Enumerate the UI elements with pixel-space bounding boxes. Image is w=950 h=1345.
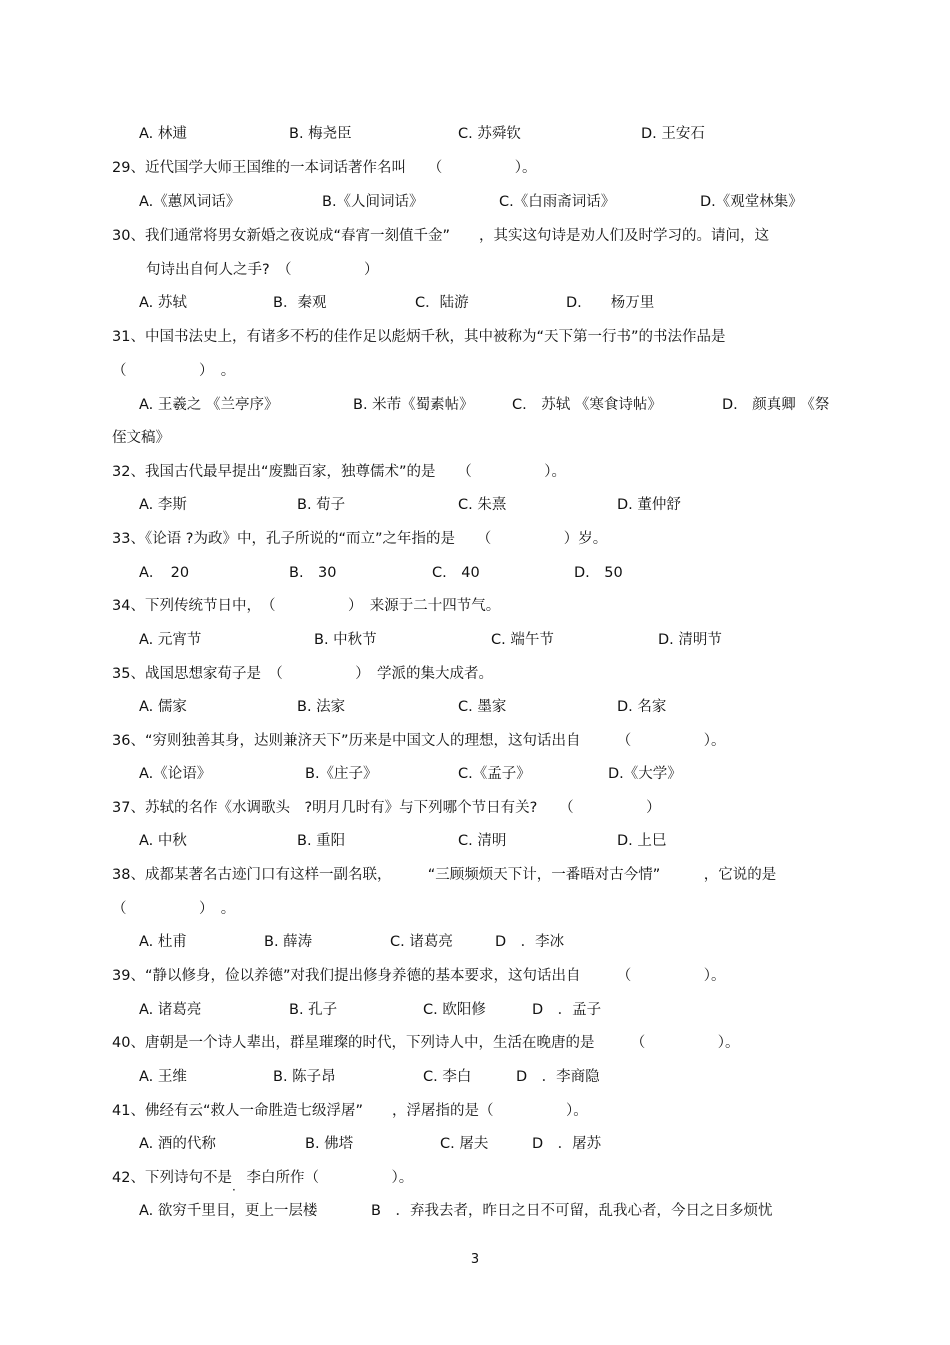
q30-stem-continued: 句诗出自何人之手? （ ）: [146, 262, 379, 278]
q42-option-a: A. 欲穷千里目，更上一层楼: [139, 1203, 318, 1219]
q41-option-b: B. 佛塔: [305, 1136, 354, 1152]
q29-stem: 29、近代国学大师王国维的一本词话著作名叫 （ ）。: [112, 160, 537, 176]
q28-option-b: B. 梅尧臣: [289, 126, 352, 142]
q30-option-b: B．秦观: [273, 295, 327, 311]
q40-option-b: B. 陈子昂: [273, 1069, 336, 1085]
q39-option-b: B. 孔子: [289, 1002, 338, 1018]
q42-option-b: B ．弃我去者，昨日之日不可留，乱我心者，今日之日多烦忧: [371, 1203, 773, 1219]
q41-option-d: D ．屠苏: [532, 1136, 602, 1152]
q33-option-c: C. 40: [432, 565, 480, 581]
q35-option-c: C. 墨家: [458, 699, 507, 715]
q32-option-b: B. 荀子: [297, 497, 346, 513]
q38-option-b: B. 薛涛: [264, 934, 313, 950]
q31-option-c: C. 苏轼 《寒食诗帖》: [512, 397, 662, 413]
q38-option-a: A. 杜甫: [139, 934, 187, 950]
q33-option-d: D. 50: [574, 565, 623, 581]
q28-option-a: A. 林逋: [139, 126, 187, 142]
q28-option-d: D. 王安石: [641, 126, 705, 142]
q37-option-a: A. 中秋: [139, 833, 187, 849]
q38-option-d: D ．李冰: [495, 934, 565, 950]
q29-option-c: C.《白雨斋词话》: [499, 194, 616, 210]
page-number: 3: [470, 1252, 480, 1267]
q35-option-a: A. 儒家: [139, 699, 187, 715]
q29-option-d: D.《观堂林集》: [700, 194, 803, 210]
q32-stem: 32、我国古代最早提出“废黜百家，独尊儒术”的是 （ ）。: [112, 464, 566, 480]
q36-option-a: A.《论语》: [139, 766, 212, 782]
q42-stem: 42、下列诗句不是 李白所作（ ）。: [112, 1170, 414, 1186]
q35-option-d: D. 名家: [617, 699, 667, 715]
q31-option-b: B. 米芾《蜀素帖》: [353, 397, 474, 413]
q37-option-c: C. 清明: [458, 833, 507, 849]
q41-stem: 41、佛经有云“救人一命胜造七级浮屠” ，浮屠指的是（ ）。: [112, 1103, 588, 1119]
q29-option-a: A.《蕙风词话》: [139, 194, 241, 210]
q32-option-c: C. 朱熹: [458, 497, 507, 513]
q41-option-c: C. 屠夫: [440, 1136, 489, 1152]
q28-option-c: C. 苏舜钦: [458, 126, 521, 142]
q30-option-d: D. 杨万里: [566, 295, 655, 311]
q29-option-b: B.《人间词话》: [322, 194, 424, 210]
q38-stem: 38、成都某著名古迹门口有这样一副名联， “三顾频烦天下计，一番晤对古今情” ，它说的是: [112, 867, 777, 883]
q39-option-a: A. 诸葛亮: [139, 1002, 202, 1018]
q38-stem-continued: （ ） 。: [112, 901, 236, 917]
q31-option-d-wrap: 侄文稿》: [112, 430, 170, 446]
q31-stem-continued: （ ） 。: [112, 363, 236, 379]
q36-option-b: B.《庄子》: [305, 766, 378, 782]
q31-stem: 31、中国书法史上，有诸多不朽的佳作足以彪炳千秋，其中被称为“天下第一行书”的书法作品是: [112, 329, 726, 345]
q34-stem: 34、下列传统节日中， （ ） 来源于二十四节气。: [112, 598, 501, 614]
q33-stem: 33、《论语 ?为政》中，孔子所说的“而立”之年指的是 （ ）岁。: [112, 531, 608, 547]
q40-option-a: A. 王维: [139, 1069, 187, 1085]
q36-option-c: C.《孟子》: [458, 766, 531, 782]
q32-option-d: D. 董仲舒: [617, 497, 681, 513]
q41-option-a: A. 酒的代称: [139, 1136, 216, 1152]
q39-stem: 39、“静以修身，俭以养德”对我们提出修身养德的基本要求，这句话出自 （ ）。: [112, 968, 726, 984]
q31-option-d: D. 颜真卿 《祭: [722, 397, 830, 413]
q38-option-c: C. 诸葛亮: [390, 934, 453, 950]
q30-option-c: C．陆游: [415, 295, 469, 311]
q40-option-d: D ．李商隐: [516, 1069, 600, 1085]
q40-option-c: C. 李白: [423, 1069, 472, 1085]
q33-option-b: B. 30: [289, 565, 337, 581]
q37-option-b: B. 重阳: [297, 833, 346, 849]
q34-option-d: D. 清明节: [658, 632, 722, 648]
q35-stem: 35、战国思想家荀子是 （ ） 学派的集大成者。: [112, 666, 493, 682]
q36-option-d: D.《大学》: [608, 766, 682, 782]
emphasis-dot: ·: [232, 1183, 236, 1197]
q37-stem: 37、苏轼的名作《水调歌头 ?明月几时有》与下列哪个节日有关? （ ）: [112, 800, 661, 816]
q39-option-d: D ．孟子: [532, 1002, 602, 1018]
q34-option-c: C. 端午节: [491, 632, 554, 648]
q33-option-a: A． 20: [139, 565, 190, 581]
q30-option-a: A. 苏轼: [139, 295, 187, 311]
q30-stem: 30、我们通常将男女新婚之夜说成“春宵一刻值千金” ，其实这句诗是劝人们及时学习的。请问，这: [112, 228, 769, 244]
q37-option-d: D. 上巳: [617, 833, 667, 849]
q36-stem: 36、“穷则独善其身，达则兼济天下”历来是中国文人的理想，这句话出自 （ ）。: [112, 733, 726, 749]
q35-option-b: B. 法家: [297, 699, 346, 715]
q34-option-b: B. 中秋节: [314, 632, 377, 648]
q39-option-c: C. 欧阳修: [423, 1002, 486, 1018]
q34-option-a: A. 元宵节: [139, 632, 202, 648]
q40-stem: 40、唐朝是一个诗人辈出，群星璀璨的时代，下列诗人中，生活在晚唐的是 （ ）。: [112, 1035, 740, 1051]
q32-option-a: A. 李斯: [139, 497, 187, 513]
q31-option-a: A. 王羲之 《兰亭序》: [139, 397, 279, 413]
